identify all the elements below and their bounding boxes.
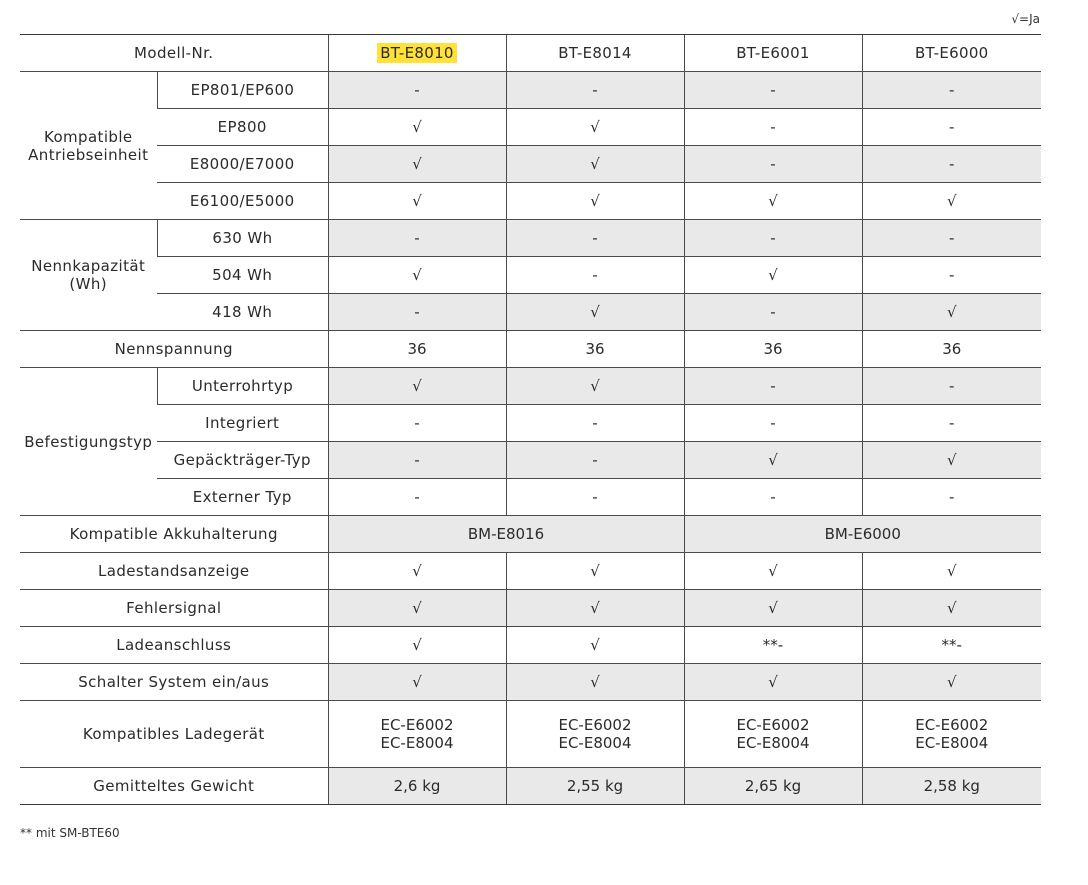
value-cell: BM-E6000 [684,516,1041,553]
table-row [20,109,1041,146]
charger-model: EC-E8004 [736,734,810,752]
value-cell: √ [862,664,1041,701]
charger-model: EC-E8004 [915,734,989,752]
value-cell: 36 [684,331,862,368]
footnote: ** mit SM-BTE60 [20,826,120,840]
value-cell: 2,55 kg [506,768,684,805]
group-label-drive-unit [20,72,157,220]
value-cell [506,701,684,768]
charger-model: EC-E6002 [558,716,632,734]
value-cell: BM-E8016 [328,516,684,553]
value-cell: 36 [328,331,506,368]
value-cell: √ [328,146,506,183]
value-cell: **- [862,627,1041,664]
value-cell: - [506,257,684,294]
value-cell: - [506,220,684,257]
table-row [20,405,1041,442]
value-cell [862,701,1041,768]
value-cell: √ [506,146,684,183]
row-label: Integriert [157,405,328,442]
value-cell: √ [328,109,506,146]
table-row [20,368,1041,405]
table-row [20,294,1041,331]
value-cell: - [328,72,506,109]
charger-model: EC-E6002 [736,716,810,734]
row-label: Ladestandsanzeige [20,553,328,590]
row-label: 504 Wh [157,257,328,294]
value-cell: √ [684,590,862,627]
table-row [20,146,1041,183]
value-cell: √ [328,590,506,627]
table-row [20,768,1041,805]
value-cell: √ [684,553,862,590]
value-cell: √ [684,664,862,701]
row-label: 630 Wh [157,220,328,257]
value-cell: 2,65 kg [684,768,862,805]
value-cell: √ [506,553,684,590]
value-cell: - [684,72,862,109]
row-label: Schalter System ein/aus [20,664,328,701]
value-cell: - [506,479,684,516]
value-cell: √ [862,183,1041,220]
value-cell: - [328,405,506,442]
row-label: Nennspannung [20,331,328,368]
header-row [20,35,1041,72]
value-cell: - [684,405,862,442]
value-cell: √ [862,294,1041,331]
value-cell: - [862,146,1041,183]
table-row [20,257,1041,294]
value-cell: √ [506,627,684,664]
value-cell: 2,58 kg [862,768,1041,805]
row-label: EP801/EP600 [157,72,328,109]
table-row [20,183,1041,220]
value-cell: √ [506,590,684,627]
table-row [20,627,1041,664]
value-cell: √ [328,664,506,701]
table-row [20,590,1041,627]
model-header: BT-E6001 [684,35,862,72]
value-cell: √ [506,368,684,405]
legend-note: √=Ja [1011,12,1040,26]
group-label-capacity [20,220,157,331]
value-cell: √ [684,257,862,294]
group-label-line: Kompatible [43,127,133,146]
model-header: BT-E8014 [506,35,684,72]
row-label: Kompatible Akkuhalterung [20,516,328,553]
charger-model: EC-E6002 [915,716,989,734]
row-label: Externer Typ [157,479,328,516]
value-cell: √ [684,183,862,220]
value-cell: - [684,294,862,331]
row-label: Gepäckträger-Typ [157,442,328,479]
table-row [20,220,1041,257]
value-cell: - [328,442,506,479]
model-number-label: Modell-Nr. [20,35,328,72]
table-row [20,701,1041,768]
value-cell: - [862,479,1041,516]
value-cell: √ [862,553,1041,590]
charger-model: EC-E8004 [380,734,454,752]
row-label: E6100/E5000 [157,183,328,220]
battery-spec-table [20,34,1041,805]
row-label: EP800 [157,109,328,146]
value-cell: √ [684,442,862,479]
value-cell: - [862,72,1041,109]
charger-model: EC-E6002 [380,716,454,734]
value-cell: - [862,220,1041,257]
row-label: Gemitteltes Gewicht [20,768,328,805]
row-label: Ladeanschluss [20,627,328,664]
value-cell: - [684,146,862,183]
value-cell: - [684,368,862,405]
group-label-line: Antriebseinheit [28,145,149,164]
model-header: BT-E6000 [862,35,1041,72]
value-cell: 36 [862,331,1041,368]
table-row [20,442,1041,479]
value-cell: √ [506,664,684,701]
value-cell: √ [862,590,1041,627]
charger-model: EC-E8004 [558,734,632,752]
value-cell: - [328,220,506,257]
value-cell: 2,6 kg [328,768,506,805]
value-cell: - [506,442,684,479]
group-label-line: Nennkapazität [31,257,146,275]
value-cell: √ [862,442,1041,479]
model-highlight: BT-E8010 [377,43,457,63]
value-cell: - [684,479,862,516]
value-cell: √ [506,109,684,146]
value-cell: √ [506,294,684,331]
row-label: Unterrohrtyp [157,368,328,405]
value-cell [684,701,862,768]
model-header [328,35,506,72]
value-cell: - [684,109,862,146]
value-cell: √ [328,257,506,294]
group-label-mount: Befestigungstyp [20,368,157,516]
row-label: 418 Wh [157,294,328,331]
table-row [20,72,1041,109]
row-label: Fehlersignal [20,590,328,627]
value-cell: - [862,257,1041,294]
value-cell: √ [328,183,506,220]
value-cell: 36 [506,331,684,368]
value-cell: - [862,405,1041,442]
value-cell: - [862,109,1041,146]
value-cell: - [328,294,506,331]
group-label-line: (Wh) [69,275,108,293]
value-cell: √ [328,627,506,664]
table-row [20,553,1041,590]
value-cell: √ [328,368,506,405]
value-cell: - [684,220,862,257]
value-cell: - [506,405,684,442]
table-row [20,664,1041,701]
row-label: Kompatibles Ladegerät [20,701,328,768]
table-row [20,516,1041,553]
value-cell: √ [506,183,684,220]
row-label: E8000/E7000 [157,146,328,183]
value-cell: - [506,72,684,109]
value-cell: **- [684,627,862,664]
value-cell [328,701,506,768]
table-row [20,331,1041,368]
value-cell: √ [328,553,506,590]
value-cell: - [862,368,1041,405]
value-cell: - [328,479,506,516]
table-row [20,479,1041,516]
